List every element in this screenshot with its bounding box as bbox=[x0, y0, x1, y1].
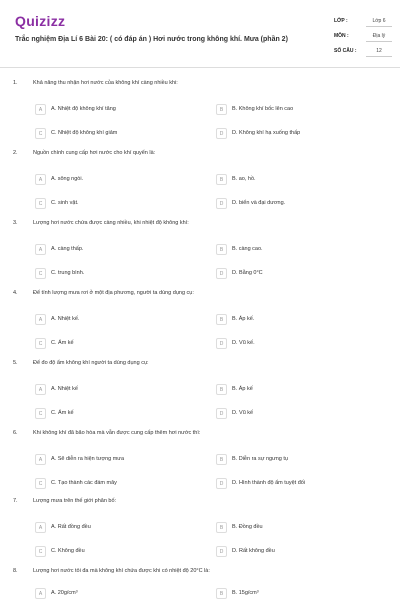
option-text: B. Áp kế. bbox=[232, 316, 255, 322]
option-letter: D bbox=[216, 546, 227, 557]
question-1 bbox=[0, 80, 400, 150]
option-letter: B bbox=[216, 244, 227, 255]
option-a[interactable] bbox=[35, 384, 195, 396]
question-text: Để tính lượng mưa rơi ở một địa phương, người ta dùng dụng cụ: bbox=[33, 290, 194, 296]
quizizz-logo: Quizizz bbox=[15, 13, 66, 29]
option-letter: C bbox=[35, 408, 46, 419]
option-letter: A bbox=[35, 522, 46, 533]
option-text: C. Ẩm kế bbox=[51, 410, 74, 416]
option-c[interactable] bbox=[35, 408, 195, 420]
option-a[interactable] bbox=[35, 454, 195, 466]
question-8 bbox=[0, 568, 400, 600]
question-text: Để đo độ ẩm không khí người ta dùng dụng cụ: bbox=[33, 360, 149, 366]
option-letter: B bbox=[216, 384, 227, 395]
question-5 bbox=[0, 360, 400, 430]
option-a[interactable] bbox=[35, 588, 195, 600]
option-text: B. Diễn ra sự ngưng tụ bbox=[232, 456, 288, 462]
question-number: 4. bbox=[13, 290, 18, 296]
option-letter: C bbox=[35, 338, 46, 349]
option-text: A. Nhiệt độ không khí tăng bbox=[51, 106, 116, 112]
meta-row-class bbox=[334, 16, 392, 29]
option-letter: C bbox=[35, 268, 46, 279]
option-text: A. Nhiệt kế. bbox=[51, 316, 80, 322]
option-text: B. Áp kế bbox=[232, 386, 253, 392]
option-b[interactable] bbox=[216, 104, 376, 116]
option-text: B. Không khí bốc lên cao bbox=[232, 106, 294, 112]
meta-row-count bbox=[334, 46, 392, 59]
option-letter: D bbox=[216, 198, 227, 209]
option-d[interactable] bbox=[216, 268, 376, 280]
option-text: B. càng cao. bbox=[232, 246, 263, 252]
option-letter: D bbox=[216, 268, 227, 279]
option-text: D. Hình thành độ ẩm tuyệt đối bbox=[232, 480, 306, 486]
option-text: A. càng thấp. bbox=[51, 246, 84, 252]
option-letter: B bbox=[216, 522, 227, 533]
question-text: Nguồn chính cung cấp hơi nước cho khí quyển là: bbox=[33, 150, 156, 156]
option-letter: B bbox=[216, 588, 227, 599]
option-letter: D bbox=[216, 478, 227, 489]
quiz-header bbox=[0, 0, 400, 68]
header-divider bbox=[0, 67, 400, 68]
option-letter: C bbox=[35, 198, 46, 209]
option-text: C. Không đều bbox=[51, 548, 85, 554]
question-6 bbox=[0, 430, 400, 500]
option-letter: A bbox=[35, 104, 46, 115]
option-letter: C bbox=[35, 478, 46, 489]
option-text: C. trung bình. bbox=[51, 270, 85, 276]
option-letter: C bbox=[35, 546, 46, 557]
option-letter: A bbox=[35, 454, 46, 465]
question-text: Khả năng thu nhận hơi nước của không khí càng nhiều khi: bbox=[33, 80, 178, 86]
option-b[interactable] bbox=[216, 174, 376, 186]
question-number: 6. bbox=[13, 430, 18, 436]
question-7 bbox=[0, 498, 400, 568]
meta-value: Lớp 6 bbox=[366, 16, 392, 27]
option-c[interactable] bbox=[35, 198, 195, 210]
option-letter: B bbox=[216, 174, 227, 185]
option-d[interactable] bbox=[216, 478, 376, 490]
option-text: A. Sẽ diễn ra hiện tượng mưa bbox=[51, 456, 125, 462]
option-text: D. Không khí hạ xuống thấp bbox=[232, 130, 301, 136]
meta-label: MÔN : bbox=[334, 33, 349, 39]
option-d[interactable] bbox=[216, 198, 376, 210]
option-a[interactable] bbox=[35, 522, 195, 534]
question-number: 5. bbox=[13, 360, 18, 366]
question-text: Lượng mưa trên thế giới phân bố: bbox=[33, 498, 117, 504]
question-number: 7. bbox=[13, 498, 18, 504]
option-c[interactable] bbox=[35, 268, 195, 280]
meta-value: 12 bbox=[366, 46, 392, 57]
option-c[interactable] bbox=[35, 128, 195, 140]
option-text: B. Đồng đều bbox=[232, 524, 263, 530]
option-d[interactable] bbox=[216, 128, 376, 140]
option-letter: B bbox=[216, 314, 227, 325]
option-text: A. Nhiệt kế bbox=[51, 386, 78, 392]
meta-label: LỚP : bbox=[334, 18, 348, 24]
option-b[interactable] bbox=[216, 314, 376, 326]
option-text: D. biển và đại dương. bbox=[232, 200, 286, 206]
option-b[interactable] bbox=[216, 522, 376, 534]
option-a[interactable] bbox=[35, 244, 195, 256]
option-letter: A bbox=[35, 384, 46, 395]
option-text: A. sông ngòi. bbox=[51, 176, 84, 182]
question-3 bbox=[0, 220, 400, 290]
option-text: A. 20g/cm³ bbox=[51, 590, 78, 596]
option-d[interactable] bbox=[216, 408, 376, 420]
option-text: C. Nhiệt độ không khí giảm bbox=[51, 130, 118, 136]
option-b[interactable] bbox=[216, 454, 376, 466]
option-letter: A bbox=[35, 174, 46, 185]
option-b[interactable] bbox=[216, 384, 376, 396]
option-text: C. Tạo thành các đám mây bbox=[51, 480, 117, 486]
option-text: B. ao, hồ. bbox=[232, 176, 256, 182]
meta-row-subject bbox=[334, 31, 392, 44]
option-text: B. 15g/cm³ bbox=[232, 590, 259, 596]
option-text: C. Ẩm kế bbox=[51, 340, 74, 346]
question-text: Lượng hơi nước tối đa mà không khí chứa được khi có nhiệt độ 20°C là: bbox=[33, 568, 210, 574]
option-a[interactable] bbox=[35, 104, 195, 116]
question-text: Khi không khí đã bão hòa mà vẫn được cung cấp thêm hơi nước thì: bbox=[33, 430, 201, 436]
option-c[interactable] bbox=[35, 478, 195, 490]
option-letter: A bbox=[35, 244, 46, 255]
option-letter: B bbox=[216, 454, 227, 465]
option-c[interactable] bbox=[35, 546, 195, 558]
option-letter: A bbox=[35, 314, 46, 325]
quiz-meta bbox=[334, 16, 392, 61]
option-text: D. Bằng 0°C bbox=[232, 270, 263, 276]
option-text: D. Rất không đều bbox=[232, 548, 275, 554]
option-d[interactable] bbox=[216, 546, 376, 558]
question-2 bbox=[0, 150, 400, 220]
question-number: 3. bbox=[13, 220, 18, 226]
question-text: Lượng hơi nước chứa được càng nhiều, khi nhiệt độ không khí: bbox=[33, 220, 189, 226]
option-letter: D bbox=[216, 408, 227, 419]
option-letter: B bbox=[216, 104, 227, 115]
option-text: D. Vũ kế. bbox=[232, 340, 255, 346]
option-a[interactable] bbox=[35, 314, 195, 326]
option-b[interactable] bbox=[216, 588, 376, 600]
option-text: A. Rất đồng đều bbox=[51, 524, 91, 530]
option-b[interactable] bbox=[216, 244, 376, 256]
quiz-title: Trắc nghiệm Địa Lí 6 Bài 20: ( có đáp án ) Hơi nước trong không khí. Mưa (phần 2) bbox=[15, 36, 288, 43]
option-letter: D bbox=[216, 338, 227, 349]
question-number: 2. bbox=[13, 150, 18, 156]
option-c[interactable] bbox=[35, 338, 195, 350]
option-text: C. sinh vật. bbox=[51, 200, 79, 206]
option-letter: A bbox=[35, 588, 46, 599]
meta-label: SỐ CÂU : bbox=[334, 48, 357, 54]
question-number: 8. bbox=[13, 568, 18, 574]
question-number: 1. bbox=[13, 80, 18, 86]
option-d[interactable] bbox=[216, 338, 376, 350]
option-a[interactable] bbox=[35, 174, 195, 186]
option-letter: C bbox=[35, 128, 46, 139]
meta-value: Địa lý bbox=[366, 31, 392, 42]
option-text: D. Vũ kế bbox=[232, 410, 254, 416]
option-letter: D bbox=[216, 128, 227, 139]
question-4 bbox=[0, 290, 400, 360]
